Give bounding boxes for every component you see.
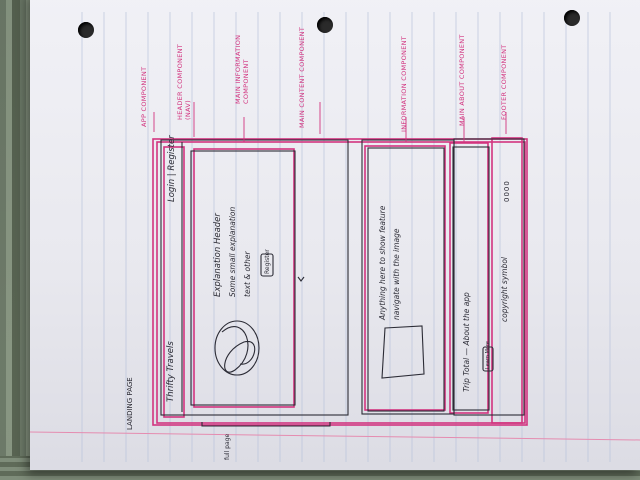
notebook-paper — [30, 0, 640, 470]
annotation-information: INFORMATION COMPONENT — [400, 35, 408, 132]
sketch-brand: Thrifty Travels — [166, 341, 176, 402]
sketch-info-1: Anything here to show feature — [378, 205, 387, 320]
sketch-nav: Login | Register — [167, 135, 177, 202]
sketch-learn-more-button[interactable]: Learn More — [485, 341, 491, 369]
sketch-footer-icons: 0000 — [503, 180, 511, 202]
sketch-info-2: navigate with the image — [392, 228, 401, 320]
sketch-explanation-1: Explanation Header — [213, 213, 223, 297]
punch-hole-1 — [78, 22, 94, 38]
annotation-about: MAIN ABOUT COMPONENT — [458, 34, 466, 126]
annotation-main-content: MAIN CONTENT COMPONENT — [298, 26, 306, 128]
annotation-header: HEADER COMPONENT (NAV) — [176, 43, 192, 120]
sketch-explanation-2: Some small explanation — [228, 206, 237, 297]
paper-lines — [30, 0, 640, 470]
annotation-app: APP COMPONENT — [140, 66, 148, 127]
punch-hole-2 — [317, 17, 333, 33]
sketch-register-button[interactable]: Register — [264, 249, 271, 274]
page-title: LANDING PAGE — [126, 377, 134, 430]
sketch-about-text: Trip Total — About the app — [462, 292, 471, 392]
sketch-footer-text: copyright symbol — [500, 256, 509, 322]
annotation-footer: FOOTER COMPONENT — [500, 44, 508, 120]
annotation-full-page: full page — [224, 433, 231, 460]
punch-hole-3 — [564, 10, 580, 26]
sketch-explanation-3: text & other — [243, 251, 252, 297]
annotation-main-information: MAIN INFORMATION COMPONENT — [234, 34, 250, 104]
